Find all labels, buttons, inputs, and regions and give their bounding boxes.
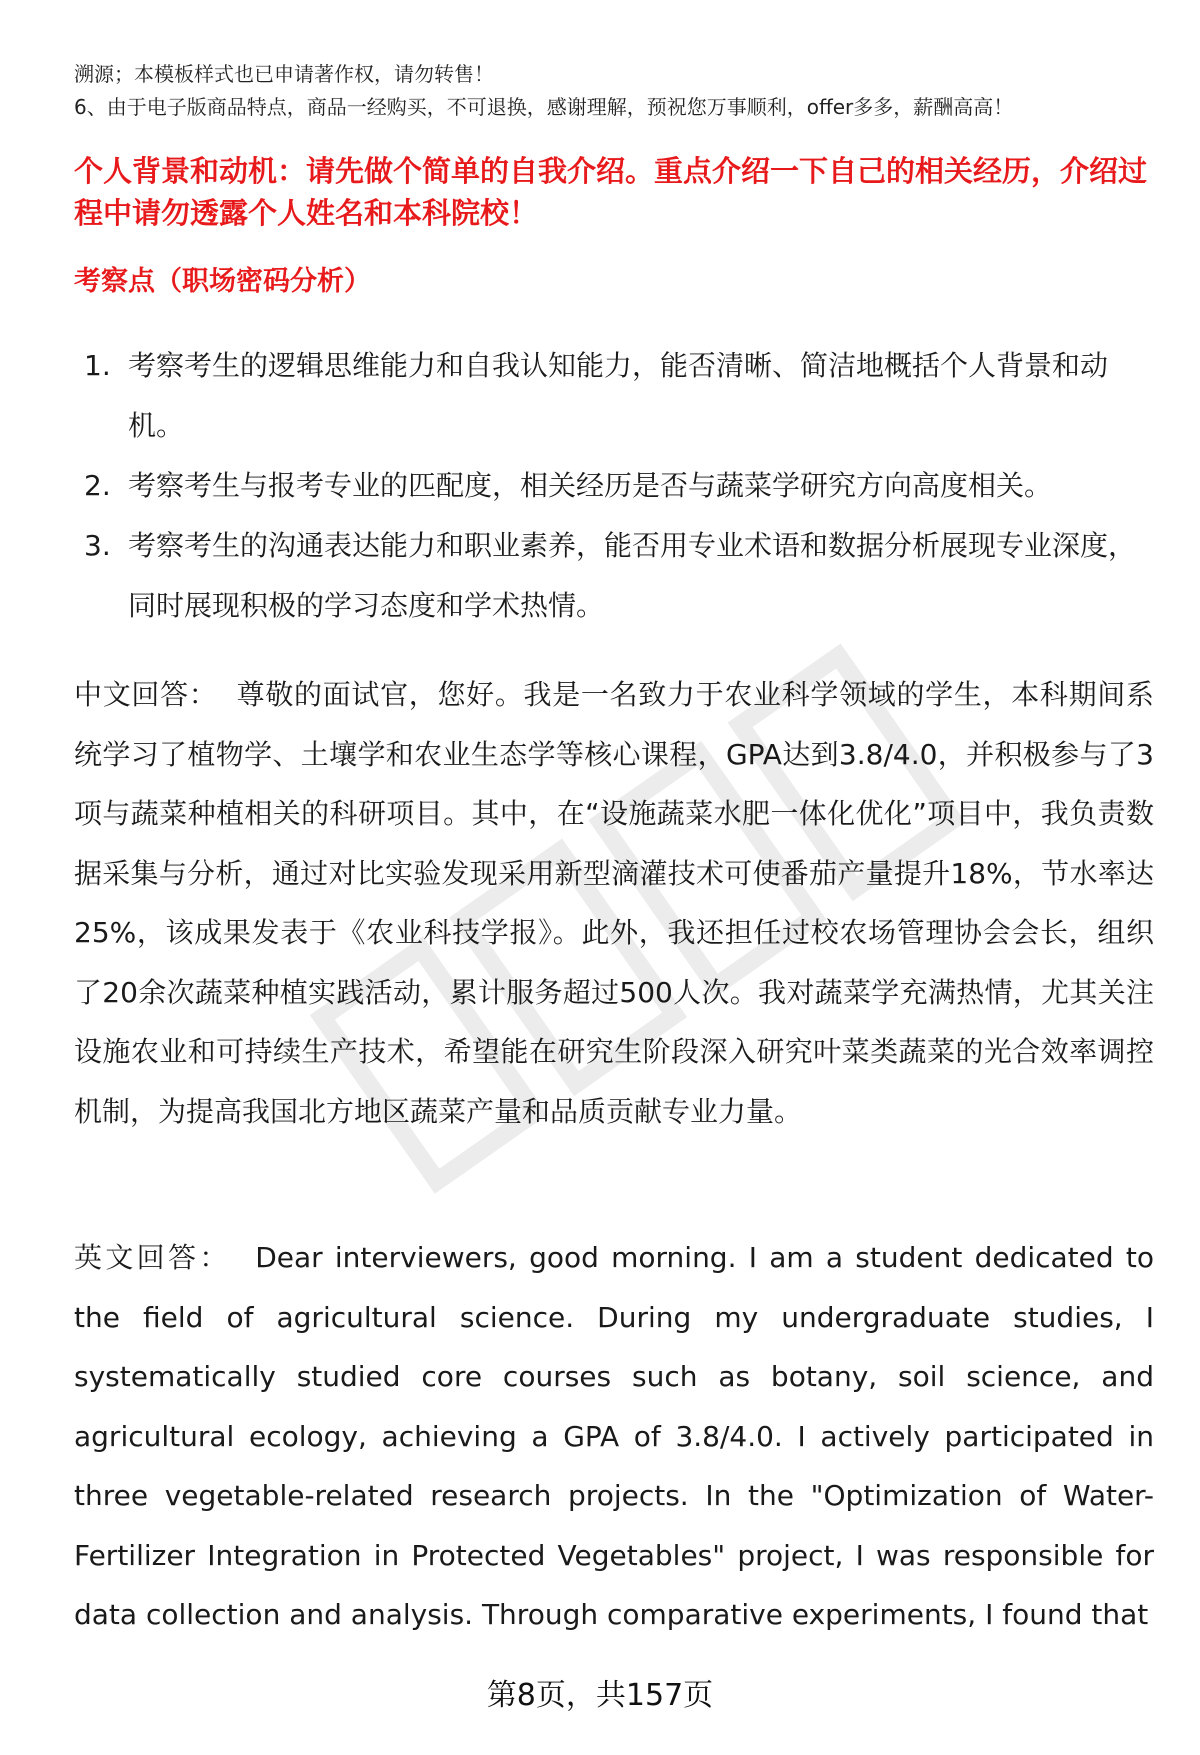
point-text: 考察考生与报考专业的匹配度，相关经历是否与蔬菜学研究方向高度相关。 bbox=[128, 469, 1053, 502]
notice-line-1: 溯源；本模板样式也已申请著作权，请勿转售！ bbox=[74, 62, 494, 86]
point-text: 考察考生的逻辑思维能力和自我认知能力，能否清晰、简洁地概括个人背景和动机。 bbox=[128, 349, 1109, 442]
assessment-point bbox=[84, 456, 1159, 516]
english-answer bbox=[74, 1228, 1154, 1645]
notice-line-2: 6、由于电子版商品特点，商品一经购买，不可退换，感谢理解，预祝您万事顺利，offer多多，薪酬高高！ bbox=[74, 95, 1014, 119]
assessment-point bbox=[84, 336, 1159, 456]
page-footer: 第8页，共157页 bbox=[486, 1678, 714, 1713]
point-number: 3. bbox=[84, 529, 111, 562]
chinese-answer-label: 中文回答： bbox=[74, 678, 218, 711]
assessment-points-list bbox=[84, 336, 1159, 636]
english-answer-label: 英文回答： bbox=[74, 1241, 231, 1274]
chinese-answer-text: 尊敬的面试官，您好。我是一名致力于农业科学领域的学生，本科期间系统学习了植物学、土壤学和农业生态学等核心课程，GPA达到3.8/4.0，并积极参与了3项与蔬菜种植相关的科研项目。其中，在“设施蔬菜水肥一体化优化”项目中，我负责数据采集与分析，通过对比实验发现采用新型滴灌技术可使番茄产量提升18%，节水率达25%，该成果发表于《农业科技学报》。此外，我还担任过校农场管理协会会长，组织了20余次蔬菜种植实践活动，累计服务超过500人次。我对蔬菜学充满热情，尤其关注设施农业和可持续生产技术，希望能在研究生阶段深入研究叶菜类蔬菜的光合效率调控机制，为提高我国北方地区蔬菜产量和品质贡献专业力量。 bbox=[74, 678, 1154, 1128]
point-text: 考察考生的沟通表达能力和职业素养，能否用专业术语和数据分析展现专业深度，同时展现积极的学习态度和学术热情。 bbox=[128, 529, 1137, 622]
english-answer-text: Dear interviewers, good morning. I am a student dedicated to the field of agricultural science. During my undergraduate studies, I systematically studied core courses such as botany, soil science, and agricultural ecology, achieving a GPA of 3.8/4.0. I actively participated in three vegetable-related research projects. In the "Optimization of Water-Fertilizer Integration in Protected Vegetables" project, I was responsible for data collection and analysis. Through comparative experiments, I found that bbox=[74, 1241, 1154, 1631]
section-title: 考察点（职场密码分析） bbox=[74, 266, 371, 297]
question-heading: 个人背景和动机：请先做个简单的自我介绍。重点介绍一下自己的相关经历，介绍过程中请勿透露个人姓名和本科院校！ bbox=[74, 154, 1148, 230]
notice-block bbox=[74, 58, 1154, 124]
point-number: 1. bbox=[84, 349, 111, 382]
assessment-point bbox=[84, 516, 1159, 636]
chinese-answer bbox=[74, 665, 1154, 1141]
point-number: 2. bbox=[84, 469, 111, 502]
